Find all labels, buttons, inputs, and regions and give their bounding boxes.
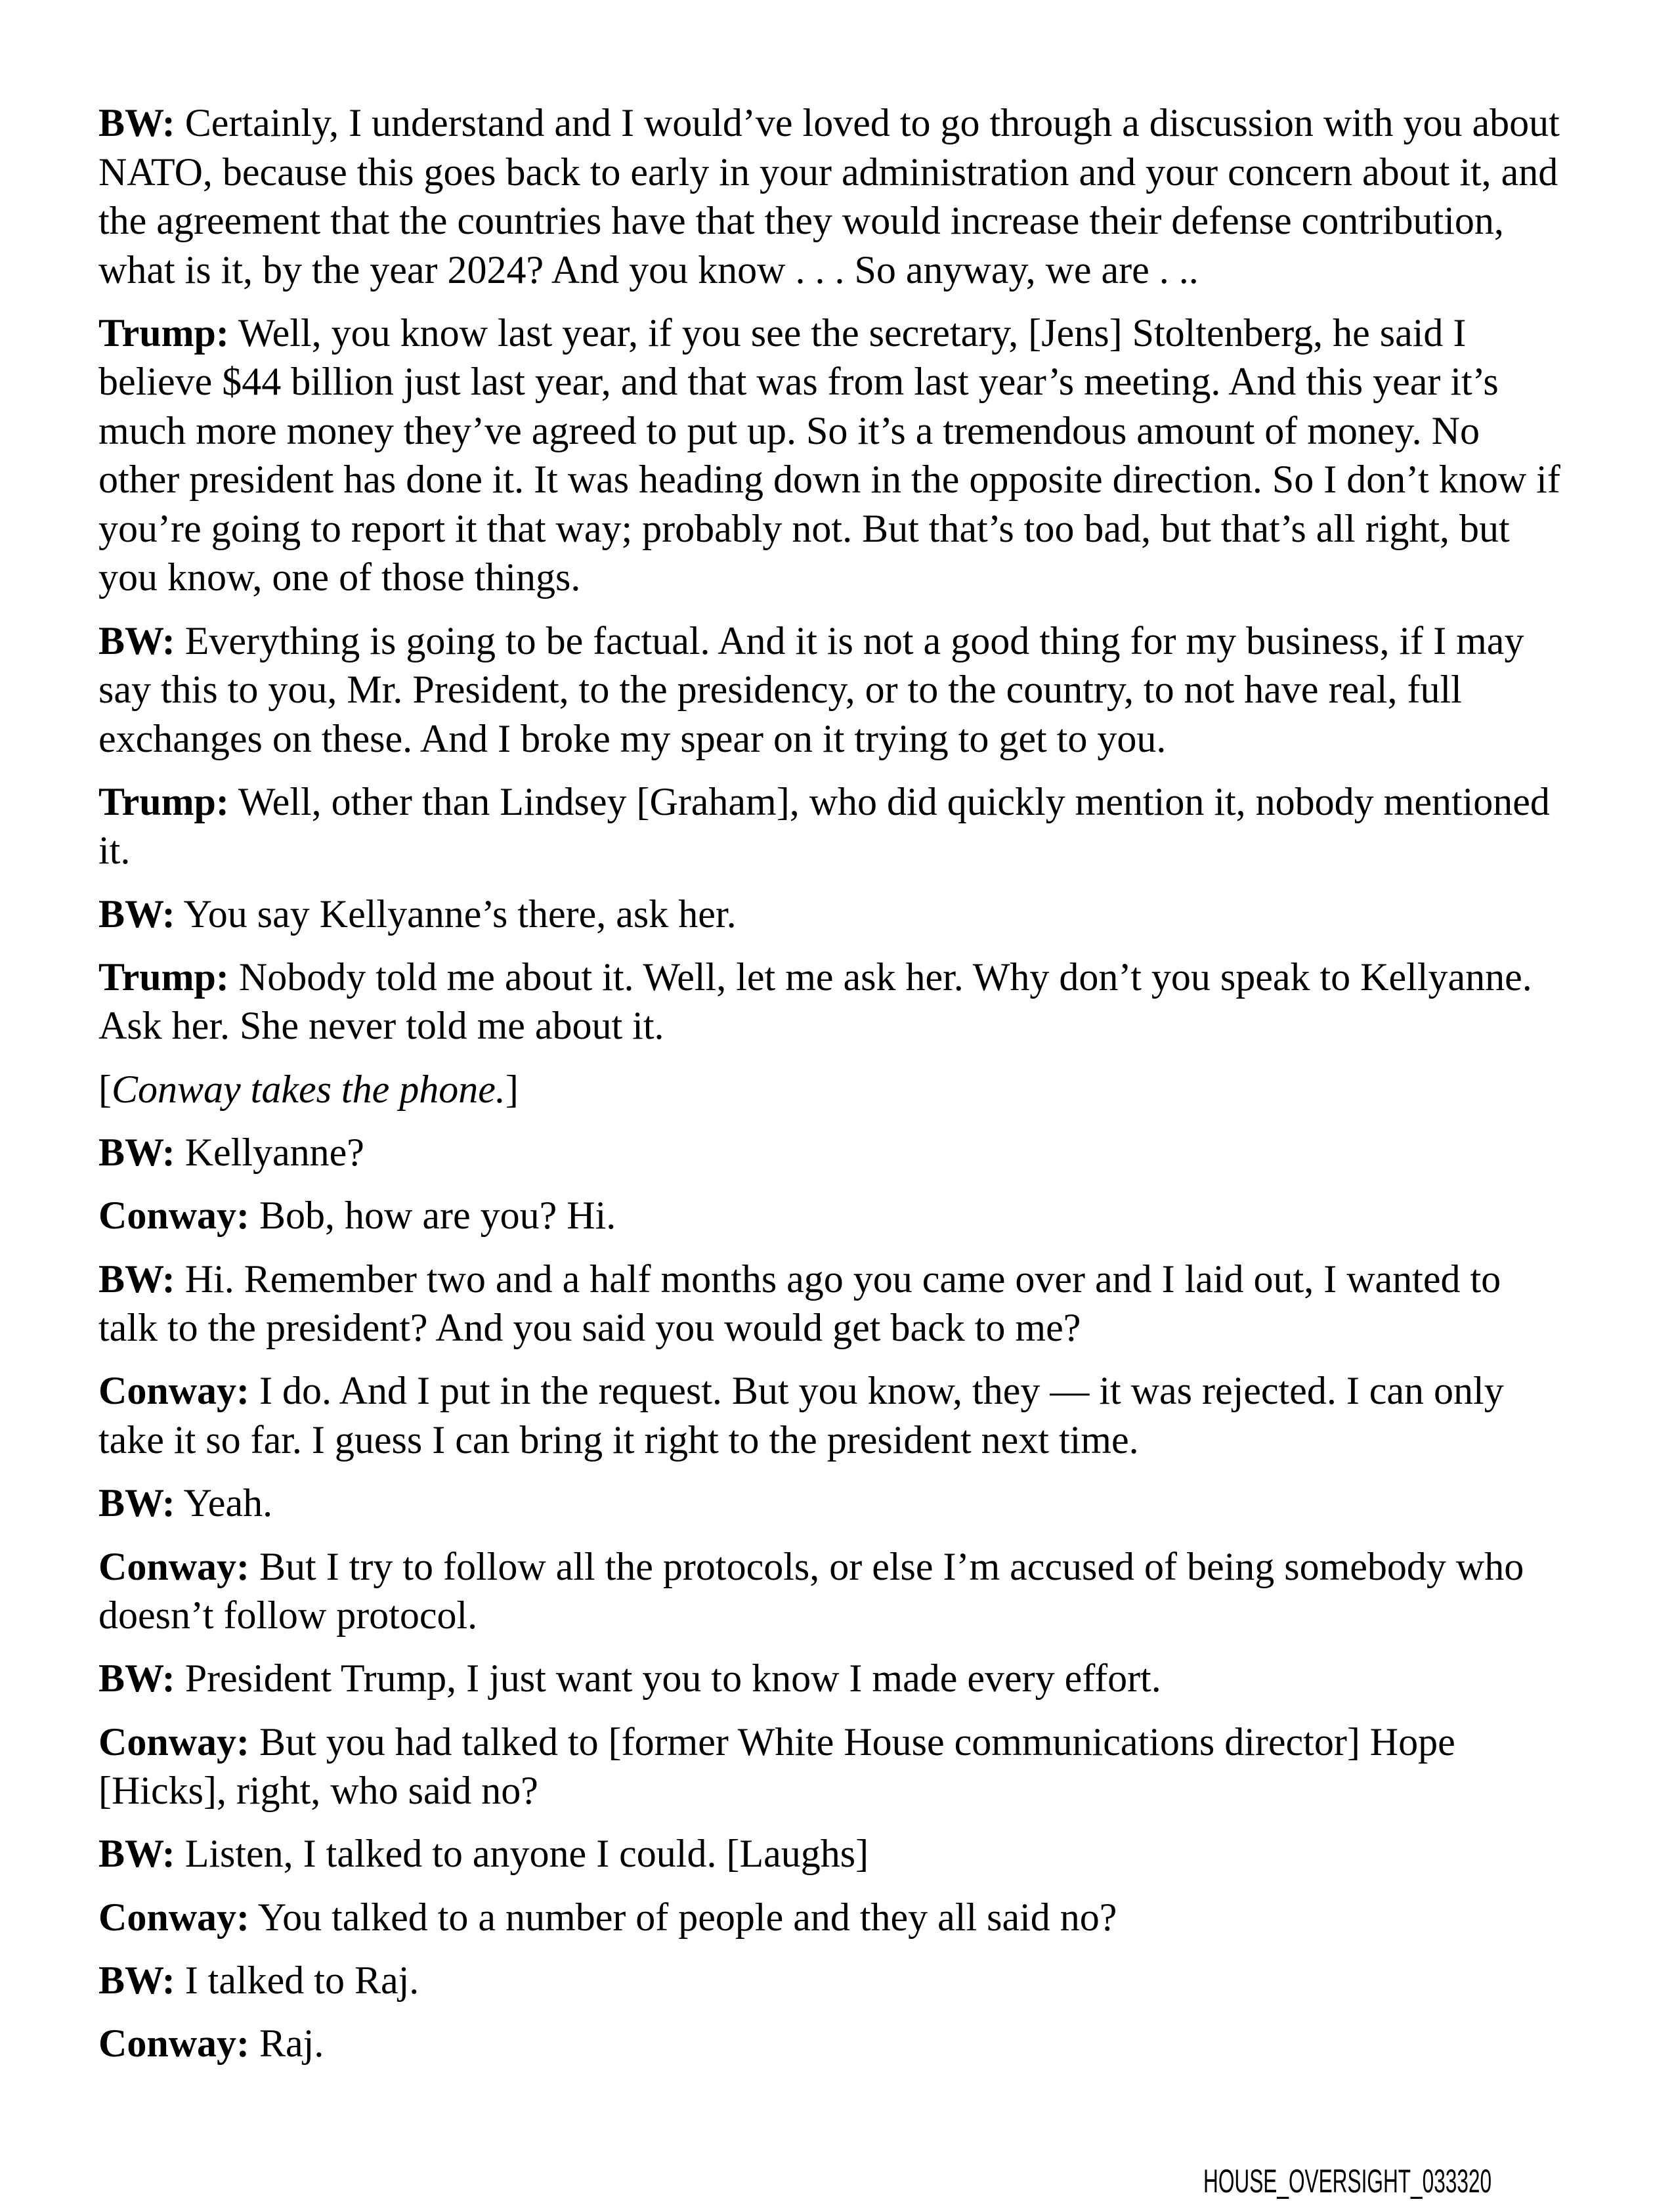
utterance-text: I do. And I put in the request. But you know, they — it was rejected. I can only <box>259 1369 1504 1413</box>
utterance-text: Ask her. She never told me about it. <box>98 1004 664 1048</box>
utterance-text: Certainly, I understand and I would’ve loved to go through a discussion with you about <box>184 101 1560 144</box>
transcript-entry <box>98 1829 1595 1878</box>
transcript-line <box>98 309 1595 358</box>
utterance-text: say this to you, Mr. President, to the presidency, or to the country, to not have real, full <box>98 668 1462 712</box>
bates-number: HOUSE_OVERSIGHT_033320 <box>1203 2163 1492 2200</box>
utterance-text: Everything is going to be factual. And it is not a good thing for my business, if I may <box>184 618 1524 662</box>
transcript-line <box>98 98 1595 148</box>
speaker-label: BW: <box>98 101 175 144</box>
transcript-entry <box>98 1255 1595 1353</box>
speaker-label: Conway: <box>98 1194 250 1238</box>
utterance-text: You say Kellyanne’s there, ask her. <box>183 892 737 936</box>
speaker-label: Conway: <box>98 1720 250 1764</box>
utterance-text: But you had talked to [former White House communications director] Hope <box>259 1720 1455 1764</box>
utterance-text: doesn’t follow protocol. <box>98 1594 478 1637</box>
utterance-text: the agreement that the countries have that they would increase their defense contribution, <box>98 199 1504 242</box>
transcript-line <box>98 1001 1595 1051</box>
transcript-line <box>98 1654 1595 1703</box>
utterance-text: you’re going to report it that way; probably not. But that’s too bad, but that’s all right, but <box>98 506 1510 550</box>
utterance-text: Nobody told me about it. Well, let me ask her. Why don’t you speak to Kellyanne. <box>238 955 1532 999</box>
transcript-line <box>98 1829 1595 1878</box>
speaker-label: Trump: <box>98 779 229 823</box>
transcript-entry <box>98 1479 1595 1528</box>
transcript-line <box>98 1766 1595 1815</box>
utterance-text: what is it, by the year 2024? And you know . . . So anyway, we are . .. <box>98 248 1199 292</box>
transcript-entry <box>98 1191 1595 1240</box>
transcript-entry <box>98 98 1595 294</box>
transcript-line <box>98 196 1595 246</box>
utterance-text: talk to the president? And you said you would get back to me? <box>98 1306 1081 1350</box>
speaker-label: Conway: <box>98 2022 250 2066</box>
utterance-text: exchanges on these. And I broke my spear on it trying to get to you. <box>98 716 1167 760</box>
stage-direction-text: Conway takes the phone. <box>111 1067 505 1111</box>
transcript-line <box>98 1718 1595 1767</box>
utterance-text: Hi. Remember two and a half months ago you came over and I laid out, I wanted to <box>184 1257 1501 1301</box>
utterance-text: You talked to a number of people and they all said no? <box>257 1895 1117 1939</box>
utterance-text: Well, you know last year, if you see the secretary, [Jens] Stoltenberg, he said I <box>238 311 1467 355</box>
transcript-line <box>98 1591 1595 1640</box>
speaker-label: BW: <box>98 1657 175 1701</box>
transcript-line <box>98 953 1595 1002</box>
transcript-line <box>98 1255 1595 1304</box>
transcript-line <box>98 553 1595 602</box>
bracket-open: [ <box>98 1067 112 1111</box>
speaker-label: Conway: <box>98 1895 250 1939</box>
utterance-text: Well, other than Lindsey [Graham], who did quickly mention it, nobody mentioned <box>238 779 1550 823</box>
speaker-label: BW: <box>98 618 175 662</box>
bracket-close: ] <box>505 1067 519 1111</box>
transcript-entry <box>98 2019 1595 2068</box>
transcript-entry <box>98 1542 1595 1640</box>
stage-direction-line <box>98 1065 1595 1114</box>
transcript-entry <box>98 309 1595 602</box>
speaker-label: BW: <box>98 1959 175 2003</box>
utterance-text: Listen, I talked to anyone I could. [Laughs] <box>184 1832 869 1876</box>
utterance-text: Raj. <box>259 2022 324 2066</box>
utterance-text: NATO, because this goes back to early in your administration and your concern about it, and <box>98 150 1558 194</box>
transcript-line <box>98 357 1595 406</box>
transcript-entry <box>98 1893 1595 1942</box>
utterance-text: Bob, how are you? Hi. <box>259 1194 616 1238</box>
transcript-line <box>98 2019 1595 2068</box>
speaker-label: BW: <box>98 1131 175 1175</box>
transcript-line <box>98 406 1595 456</box>
utterance-text: President Trump, I just want you to know I made every effort. <box>184 1657 1161 1701</box>
transcript-entry <box>98 890 1595 939</box>
transcript-line <box>98 455 1595 504</box>
utterance-text: believe $44 billion just last year, and that was from last year’s meeting. And this year it’s <box>98 360 1499 404</box>
speaker-label: Conway: <box>98 1369 250 1413</box>
speaker-label: Conway: <box>98 1544 250 1588</box>
utterance-text: But I try to follow all the protocols, or else I’m accused of being somebody who <box>259 1544 1524 1588</box>
transcript-entry <box>98 1718 1595 1815</box>
transcript-entry <box>98 953 1595 1051</box>
utterance-text: take it so far. I guess I can bring it right to the president next time. <box>98 1418 1139 1462</box>
transcript-line <box>98 1128 1595 1177</box>
utterance-text: I talked to Raj. <box>184 1959 419 2003</box>
speaker-label: BW: <box>98 1257 175 1301</box>
transcript-line <box>98 890 1595 939</box>
bates-footer <box>1203 2161 1505 2201</box>
utterance-text: you know, one of those things. <box>98 555 581 599</box>
transcript-line <box>98 1366 1595 1416</box>
transcript-line <box>98 148 1595 197</box>
transcript-entry <box>98 777 1595 875</box>
transcript-entry <box>98 1128 1595 1177</box>
transcript-line <box>98 1303 1595 1353</box>
utterance-text: Yeah. <box>183 1481 273 1525</box>
transcript-line <box>98 826 1595 875</box>
transcript-line <box>98 1542 1595 1592</box>
speaker-label: Trump: <box>98 955 229 999</box>
transcript-line <box>98 1191 1595 1240</box>
utterance-text: much more money they’ve agreed to put up. So it’s a tremendous amount of money. No <box>98 408 1480 452</box>
transcript-page <box>98 98 1595 2083</box>
transcript-line <box>98 504 1595 553</box>
transcript-line <box>98 714 1595 764</box>
utterance-text: Kellyanne? <box>184 1131 364 1175</box>
transcript-line <box>98 1416 1595 1465</box>
utterance-text: [Hicks], right, who said no? <box>98 1769 538 1813</box>
transcript-line <box>98 617 1595 666</box>
speaker-label: BW: <box>98 1832 175 1876</box>
transcript-line <box>98 1893 1595 1942</box>
transcript-entry <box>98 617 1595 764</box>
transcript-line <box>98 1956 1595 2005</box>
transcript-entry <box>98 1366 1595 1464</box>
stage-direction <box>98 1065 1595 1114</box>
speaker-label: Trump: <box>98 311 229 355</box>
transcript-line <box>98 777 1595 827</box>
transcript-line <box>98 665 1595 714</box>
transcript-line <box>98 246 1595 295</box>
transcript-entry <box>98 1956 1595 2005</box>
transcript-entry <box>98 1654 1595 1703</box>
utterance-text: other president has done it. It was heading down in the opposite direction. So I don’t know if <box>98 458 1560 502</box>
speaker-label: BW: <box>98 1481 175 1525</box>
utterance-text: it. <box>98 829 131 873</box>
speaker-label: BW: <box>98 892 175 936</box>
transcript-line <box>98 1479 1595 1528</box>
